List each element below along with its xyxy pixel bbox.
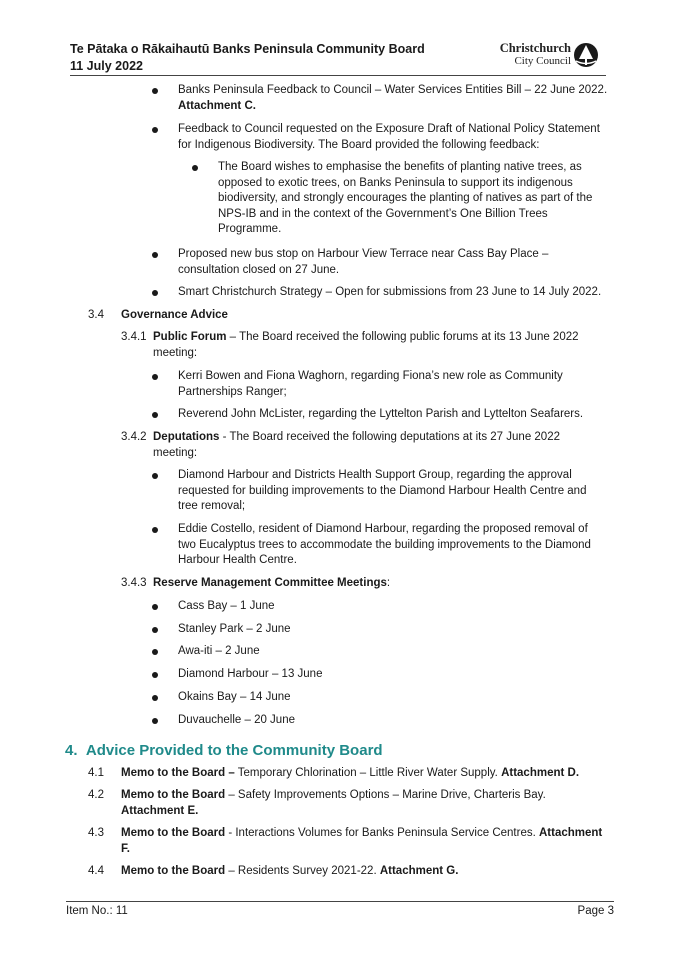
bullet — [152, 252, 158, 258]
list-item: Smart Christchurch Strategy – Open for submissions from 23 June to 14 July 2022. — [178, 286, 602, 298]
memo-item: Memo to the Board – Safety Improvements Options – Marine Drive, Charteris Bay. Attachment E. — [121, 789, 546, 817]
bullet — [152, 649, 158, 655]
feedback-sub-bullet: The Board wishes to emphasise the benefits of planting native trees, as opposed to exotic trees, on Banks Peninsula to support its indigenous biodiversity, and strongly encourages the planting of natives as part of the NPS-IB and in the context of the Government’s One Billion Trees Programme. — [218, 161, 593, 235]
list-item: Awa-iti – 2 June — [178, 645, 260, 657]
footer-item-number: Item No.: 11 — [66, 905, 128, 917]
public-forum-intro: Public Forum – The Board received the following public forums at its 13 June 2022 meeting: — [153, 331, 579, 359]
tree-logo-icon — [573, 42, 599, 68]
meeting-date: 11 July 2022 — [70, 59, 143, 73]
memo-item: Memo to the Board - Interactions Volumes for Banks Peninsula Service Centres. Attachment F. — [121, 827, 603, 855]
bullet — [152, 604, 158, 610]
header-rule — [70, 75, 606, 76]
bullet — [152, 290, 158, 296]
list-item: Cass Bay – 1 June — [178, 600, 275, 612]
list-item: Kerri Bowen and Fiona Waghorn, regarding Fiona’s new role as Community Partnerships Ranger; — [178, 370, 563, 398]
item-number: 4.1 — [88, 767, 104, 779]
bullet — [152, 695, 158, 701]
bullet — [192, 165, 198, 171]
bullet — [152, 718, 158, 724]
board-name: Te Pātaka o Rākaihautū Banks Peninsula Community Board — [70, 42, 425, 56]
bullet — [152, 672, 158, 678]
deputations-intro: Deputations - The Board received the following deputations at its 27 June 2022 meeting: — [153, 431, 560, 459]
list-item: Feedback to Council requested on the Exposure Draft of National Policy Statement for Indigenous Biodiversity. The Board provided the following feedback: — [178, 123, 600, 151]
bullet — [152, 627, 158, 633]
list-item: Duvauchelle – 20 June — [178, 714, 295, 726]
list-item: Reverend John McLister, regarding the Lyttelton Parish and Lyttelton Seafarers. — [178, 408, 584, 420]
list-item: Okains Bay – 14 June — [178, 691, 291, 703]
section-4-heading: 4. Advice Provided to the Community Board — [65, 742, 383, 759]
section-heading: Governance Advice — [121, 309, 228, 321]
bullet — [152, 88, 158, 94]
bullet — [152, 127, 158, 133]
list-item: Eddie Costello, resident of Diamond Harbour, regarding the proposed removal of two Eucalyptus trees to accommodate the building improvements to the Diamond Harbour Health Centre. — [178, 523, 591, 566]
bullet — [152, 412, 158, 418]
footer-page-number: Page 3 — [577, 905, 614, 917]
logo-line2: City Council — [514, 55, 571, 67]
council-logo — [497, 42, 601, 68]
section-number: 3.4 — [88, 309, 104, 321]
bullet — [152, 374, 158, 380]
item-number: 4.3 — [88, 827, 104, 839]
list-item: Diamond Harbour – 13 June — [178, 668, 323, 680]
list-item: Proposed new bus stop on Harbour View Terrace near Cass Bay Place – consultation closed on 27 June. — [178, 248, 549, 276]
reserve-heading: Reserve Management Committee Meetings: — [153, 577, 391, 589]
board-title — [70, 41, 450, 75]
list-item: Stanley Park – 2 June — [178, 623, 291, 635]
subsection-number: 3.4.1 — [121, 331, 147, 343]
item-number: 4.4 — [88, 865, 104, 877]
list-item: Banks Peninsula Feedback to Council – Water Services Entities Bill – 22 June 2022. Attachment C. — [178, 84, 608, 112]
bullet — [152, 473, 158, 479]
subsection-number: 3.4.2 — [121, 431, 147, 443]
list-item: Diamond Harbour and Districts Health Support Group, regarding the approval requested for building improvements to the Diamond Harbour Health Centre and tree removal; — [178, 469, 587, 512]
item-number: 4.2 — [88, 789, 104, 801]
memo-item: Memo to the Board – Residents Survey 2021-22. Attachment G. — [121, 865, 459, 877]
bullet — [152, 527, 158, 533]
subsection-number: 3.4.3 — [121, 577, 147, 589]
footer-rule — [66, 901, 614, 902]
memo-item: Memo to the Board – Temporary Chlorination – Little River Water Supply. Attachment D. — [121, 767, 580, 779]
logo-line1: Christchurch — [499, 41, 571, 55]
